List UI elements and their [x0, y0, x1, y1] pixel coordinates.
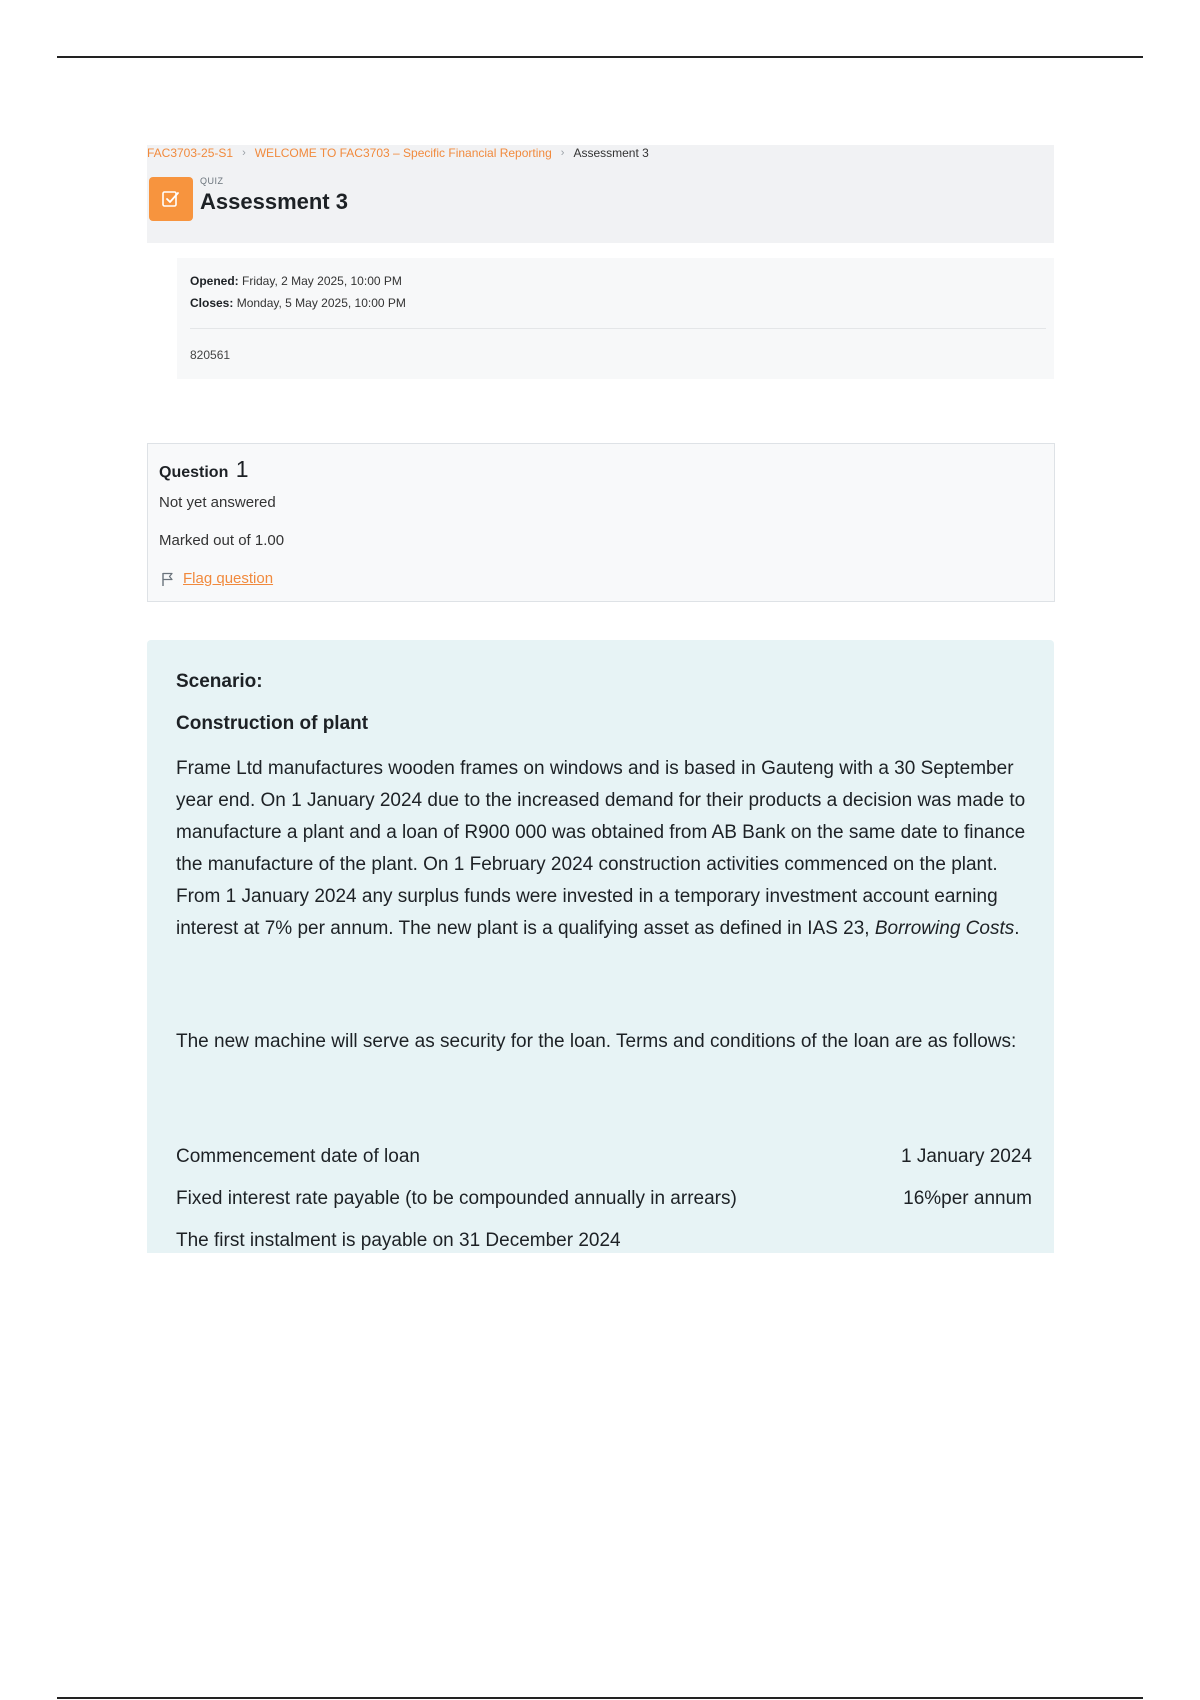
breadcrumb-section-link[interactable]: WELCOME TO FAC3703 – Specific Financial Reporting [254, 146, 552, 160]
quiz-icon [149, 177, 193, 221]
breadcrumb-separator-icon: › [242, 147, 246, 159]
loan-term-value: 1 January 2024 [901, 1146, 1032, 1167]
closes-label: Closes: [190, 296, 234, 310]
scenario-paragraph [176, 753, 1032, 945]
activity-dates [177, 258, 1054, 379]
page-top-rule [57, 56, 1143, 58]
page-title: Assessment 3 [200, 189, 348, 214]
scenario-paragraph-end: . [1014, 918, 1020, 939]
question-info [147, 443, 1055, 602]
activity-code: 820561 [190, 348, 231, 362]
breadcrumb-course-link[interactable]: FAC3703-25-S1 [147, 146, 234, 160]
scenario-label: Scenario: [176, 671, 263, 692]
question-label: Question [159, 464, 229, 481]
flag-icon [159, 571, 175, 587]
question-state: Not yet answered [159, 494, 276, 511]
loan-term-row [176, 1144, 1032, 1170]
flag-question-button[interactable] [159, 570, 273, 587]
closes-date [190, 296, 406, 310]
flag-question-link[interactable]: Flag question [183, 570, 274, 587]
closes-value: Monday, 5 May 2025, 10:00 PM [236, 296, 406, 310]
loan-term-row [176, 1186, 1032, 1212]
opened-label: Opened: [190, 274, 239, 288]
breadcrumb-current: Assessment 3 [573, 146, 649, 160]
loan-term-label: The first instalment is payable on 31 December 2024 [176, 1230, 621, 1251]
question-number [159, 456, 249, 483]
scenario-standard-name: Borrowing Costs [874, 918, 1015, 939]
activity-type-label: QUIZ [200, 176, 224, 186]
loan-term-label: Fixed interest rate payable (to be compounded annually in arrears) [176, 1188, 737, 1209]
opened-date [190, 274, 402, 288]
loan-terms-intro: The new machine will serve as security for the loan. Terms and conditions of the loan are as follows: [176, 1031, 1017, 1052]
loan-term-value: 16%per annum [903, 1188, 1032, 1209]
loan-term-row [176, 1228, 1032, 1254]
quiz-checklist-icon [161, 189, 181, 209]
breadcrumb [147, 145, 649, 161]
loan-term-label: Commencement date of loan [176, 1146, 420, 1167]
page-header [147, 145, 1054, 243]
question-grade: Marked out of 1.00 [159, 532, 285, 549]
breadcrumb-separator-icon: › [560, 147, 565, 159]
dates-divider [190, 328, 1046, 329]
scenario-paragraph-text: Frame Ltd manufactures wooden frames on windows and is based in Gauteng with a 30 September year end. On 1 January 2024 due to the increased demand for their products a decision was made to manufacture a plant and a loan of R900 000 was obtained from AB Bank on the same date to finance the manufacture of the plant. On 1 February 2024 construction activities commenced on the plant. From 1 January 2024 any surplus funds were invested in a temporary investment account earning interest at 7% per annum. The new plant is a qualifying asset as defined in IAS 23, [176, 758, 1026, 939]
opened-value: Friday, 2 May 2025, 10:00 PM [242, 274, 402, 288]
scenario-heading: Construction of plant [176, 713, 369, 734]
question-text [147, 640, 1054, 1253]
page-bottom-rule [57, 1697, 1143, 1699]
question-number-value: 1 [235, 456, 249, 482]
